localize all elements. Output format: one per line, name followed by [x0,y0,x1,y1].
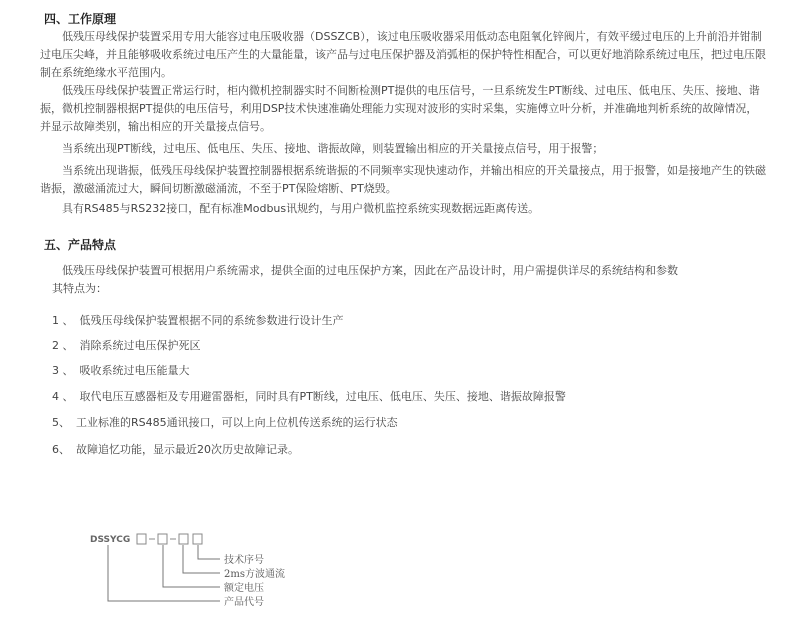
features-intro-2: 其特点为： [52,282,107,295]
list-item-number: 3 、 [52,364,74,377]
section-5-heading: 五、产品特点 [44,238,117,252]
list-item [52,337,201,353]
code-box [137,534,146,544]
list-item [52,388,566,404]
list-item-text: 取代电压互感器柜及专用避雷器柜，同时具有PT断线，过电压、低电压、失压、接地、谐振故障报警 [79,390,566,403]
list-item-text: 吸收系统过电压能量大 [79,364,190,377]
model-code: DSSYCG [90,535,131,545]
diagram-label: 技术序号 [224,555,264,566]
code-box [193,534,202,544]
list-item-text: 消除系统过电压保护死区 [79,339,201,352]
list-item [52,362,190,378]
paragraph-working-principle-3: 当系统出现PT断线，过电压、低电压、失压、接地、谐振故障，则装置输出相应的开关量接点信号，用于报警； [62,142,604,155]
list-item [52,441,299,457]
leader-lines [108,545,220,601]
diagram-label: 产品代号 [224,597,264,608]
section-4-heading: 四、工作原理 [44,12,117,26]
features-intro: 低残压母线保护装置可根据用户系统需求，提供全面的过电压保护方案，因此在产品设计时，用户需提供详尽的系统结构和参数 [62,264,678,277]
diagram-label: 2ms方波通流 [224,569,285,580]
paragraph-working-principle-4: 当系统出现谐振，低残压母线保护装置控制器根据系统谐振的不同频率实现快速动作，并输出相应的开关量接点，用于报警，如是接地产生的铁磁谐振，激磁涌流过大，瞬间切断激磁涌流，不至于PT保险熔断、PT烧毁。 [40,164,766,195]
list-item-number: 6、 [52,443,70,456]
code-box [158,534,167,544]
diagram-label: 额定电压 [224,583,264,594]
paragraph-working-principle-5: 具有RS485与RS232接口，配有标准Modbus讯规约，与用户微机监控系统实现数据远距离传送。 [62,202,540,215]
list-item [52,312,344,328]
paragraph-working-principle-2: 低残压母线保护装置正常运行时，柜内微机控制器实时不间断检测PT提供的电压信号，一旦系统发生PT断线、过电压、低电压、失压、接地、谐振，微机控制器根据PT提供的电压信号，利用DSP技术快速准确处理能力实现对波形的实时采集，实施傅立叶分析，并准确地判析系统的故障情况，并显示故障类别，输出相应的开关量接点信号。 [40,84,760,133]
list-item-number: 1 、 [52,314,74,327]
list-item-number: 2 、 [52,339,74,352]
list-item-text: 低残压母线保护装置根据不同的系统参数进行设计生产 [79,314,344,327]
paragraph-working-principle-1: 低残压母线保护装置采用专用大能容过电压吸收器（DSSZCB），该过电压吸收器采用低动态电阻氧化锌阀片，有效平缓过电压的上升前沿并钳制过电压尖峰，并且能够吸收系统过电压产生的大量能量，该产品与过电压保护器及消弧柜的保护特性相配合，可以更好地消除系统过电压，把过电压限制在系统绝缘水平范围内。 [40,30,766,79]
list-item-number: 4 、 [52,390,74,403]
model-code-diagram [88,528,318,618]
list-item-text: 工业标准的RS485通讯接口，可以上向上位机传送系统的运行状态 [76,416,398,429]
list-item [52,414,398,430]
list-item-text: 故障追忆功能，显示最近20次历史故障记录。 [76,443,299,456]
code-box [179,534,188,544]
list-item-number: 5、 [52,416,70,429]
